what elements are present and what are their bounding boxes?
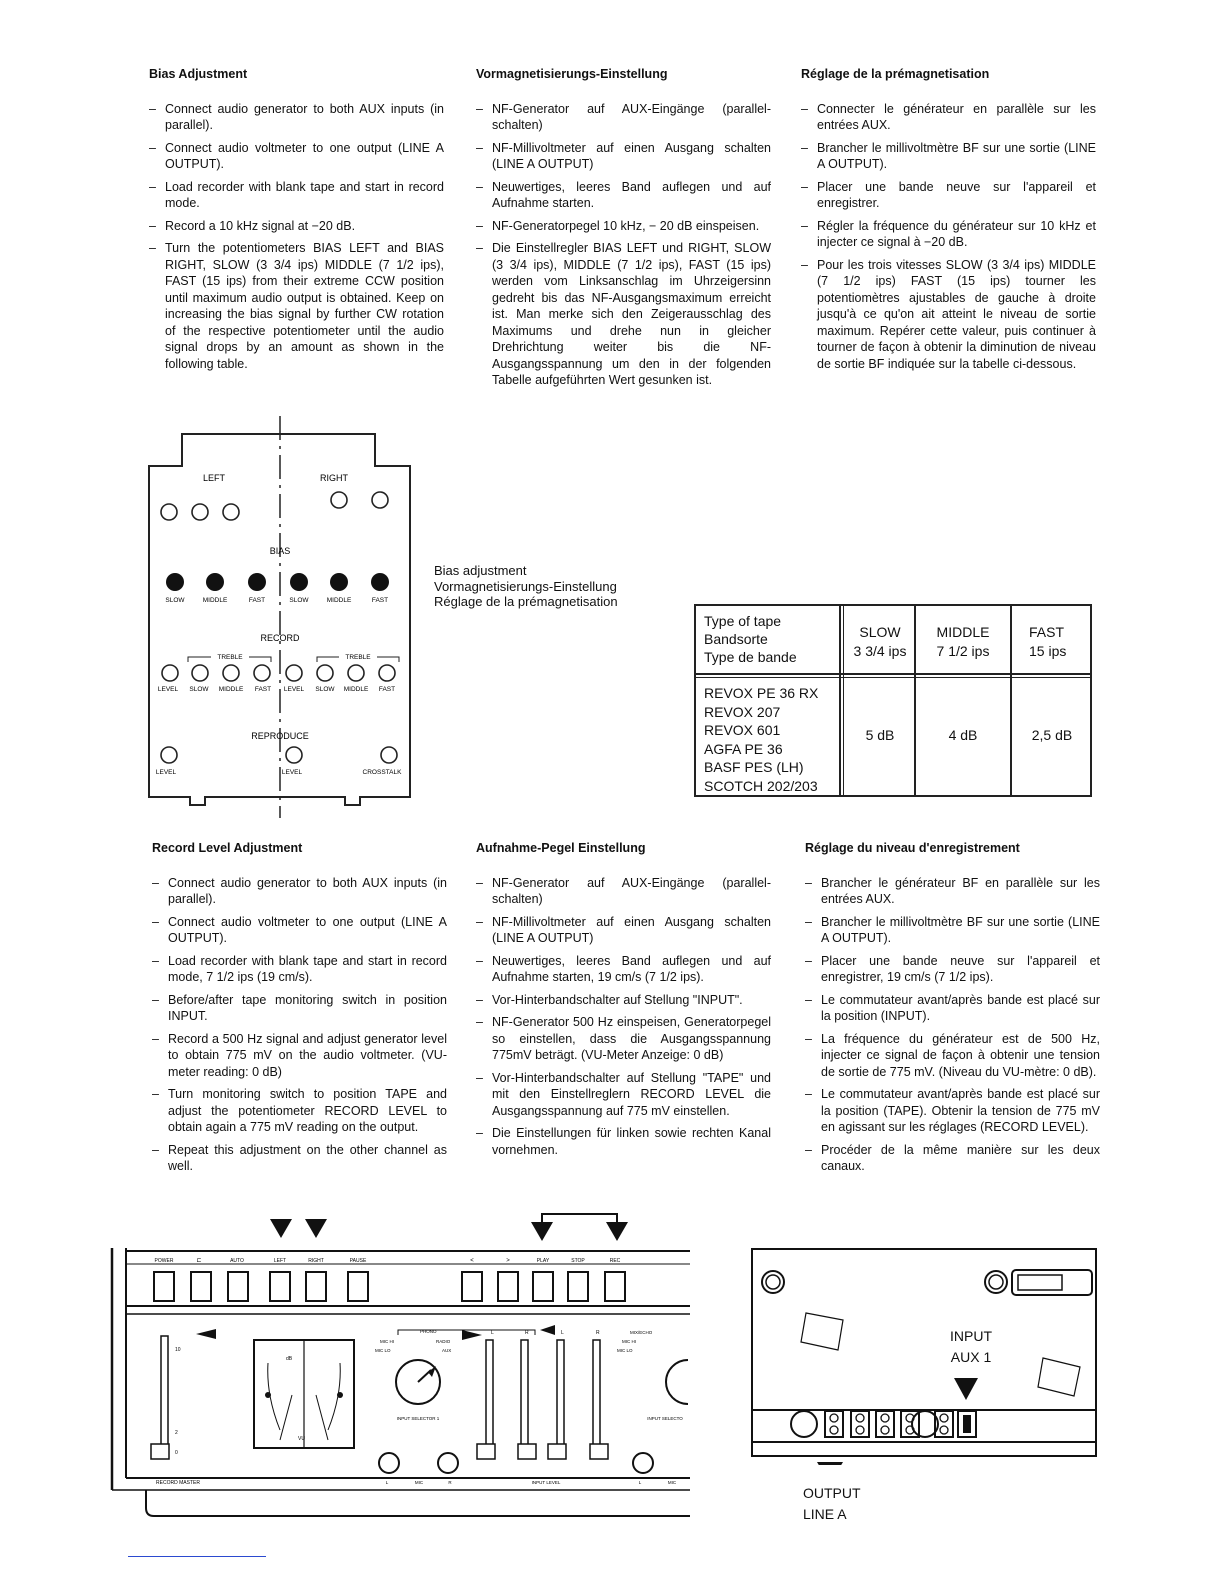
button-label: ⊏ bbox=[196, 1258, 202, 1264]
phono-label: PHONO bbox=[420, 1329, 437, 1334]
fast-value: 2,5 dB bbox=[1031, 727, 1073, 743]
list-item: – Vor-Hinterbandschalter auf Stellung "TAPE" und mit den Einstellreglern RECORD LEVEL die Ausgangsspannung auf 775 mV einstellen. bbox=[476, 1070, 771, 1120]
mic-lo-label: MIC LO bbox=[617, 1348, 633, 1353]
speed-name: FAST bbox=[1029, 624, 1065, 640]
fast-label: FAST bbox=[254, 686, 272, 693]
pause-button[interactable] bbox=[348, 1272, 368, 1301]
button-label: STOP bbox=[571, 1258, 585, 1264]
aux1-label: AUX 1 bbox=[950, 1349, 992, 1365]
arrow-down-icon bbox=[305, 1219, 327, 1238]
button-label: REC bbox=[609, 1258, 621, 1264]
mix-echo-label: MIX/ECHO bbox=[630, 1330, 653, 1335]
tape-row: REVOX 207 bbox=[704, 703, 781, 720]
l-label: L bbox=[561, 1330, 564, 1336]
bias-middle-left-pot-icon[interactable] bbox=[206, 573, 224, 591]
hole-icon bbox=[223, 504, 239, 520]
level-label: LEVEL bbox=[157, 686, 179, 693]
right-button[interactable] bbox=[306, 1272, 326, 1301]
list-item: – NF-Generator auf AUX-Eingänge (parallel-schalten) bbox=[476, 875, 771, 908]
mic-label: MIC bbox=[667, 1480, 677, 1485]
list-item: – Connect audio voltmeter to one output (LINE A OUTPUT). bbox=[149, 140, 444, 173]
bias-column-fr bbox=[801, 66, 1096, 378]
caption-fr: Réglage de la prémagnetisation bbox=[434, 594, 618, 609]
list-item: – Brancher le millivoltmètre BF sur une sortie (LINE A OUTPUT). bbox=[801, 140, 1096, 173]
mic-lo-label: MIC LO bbox=[375, 1348, 391, 1353]
reproduce-level-left-pot-icon[interactable] bbox=[161, 747, 177, 763]
tape-row: REVOX 601 bbox=[704, 722, 781, 738]
mic-hi-label: MIC HI bbox=[380, 1339, 394, 1344]
hole-icon bbox=[372, 492, 388, 508]
bias-middle-right-pot-icon[interactable] bbox=[330, 573, 348, 591]
din-socket-icon[interactable] bbox=[791, 1411, 817, 1437]
aux-label: AUX bbox=[442, 1348, 452, 1353]
level-label: LEVEL bbox=[155, 769, 177, 776]
arrow-down-icon bbox=[817, 1462, 843, 1465]
forward-button[interactable] bbox=[498, 1272, 518, 1301]
connector-slot-icon bbox=[1012, 1270, 1092, 1295]
record-level-left-pot-icon[interactable] bbox=[162, 665, 178, 681]
adjustment-panel-diagram bbox=[140, 412, 420, 822]
l-label: L bbox=[491, 1330, 494, 1336]
input-selector-2-knob[interactable] bbox=[666, 1360, 688, 1404]
record-level-column-fr bbox=[805, 840, 1100, 1181]
list-item: – Pour les trois vitesses SLOW (3 3/4 ips) MIDDLE (7 1/2 ips) FAST (15 ips) tourner les potentiomètres ajustables de gauche à droite jusqu'à ce qu'on ait atteint le niveau de sortie maximum. Repérer cette valeur, puis continuer à tourner de façon à obtenir la diminution de niveau de sortie BF indiquée sur la tabelle ci-dessous. bbox=[801, 257, 1096, 373]
figure-caption bbox=[434, 563, 618, 610]
level-label: LEVEL bbox=[283, 686, 305, 693]
panel-left-label: LEFT bbox=[202, 473, 226, 483]
bias-title-de: Vormagnetisierungs-Einstellung bbox=[476, 67, 668, 81]
list-item: – Die Einstellungen für linken sowie rechten Kanal vornehmen. bbox=[476, 1125, 771, 1158]
slow-label: SLOW bbox=[289, 597, 309, 604]
list-item: – NF-Millivoltmeter auf einen Ausgang schalten (LINE A OUTPUT) bbox=[476, 914, 771, 947]
list-item: – Placer une bande neuve sur l'appareil et enregistrer, 19 cm/s (7 1/2 ips). bbox=[805, 953, 1100, 986]
list-item: – Repeat this adjustment on the other channel as well. bbox=[152, 1142, 447, 1175]
list-item: – Connect audio generator to both AUX inputs (in parallel). bbox=[149, 101, 444, 134]
button-label: PAUSE bbox=[349, 1258, 367, 1264]
list-item: – NF-Generator 500 Hz einspeisen, Generatorpegel so einstellen, dass die Ausgangsspannung 775mV beträgt. (VU-Meter Anzeige: 0 dB) bbox=[476, 1014, 771, 1064]
db-label: dB bbox=[286, 1356, 293, 1362]
slow-label: SLOW bbox=[165, 597, 185, 604]
list-item: – Turn monitoring switch to position TAPE and adjust the potentiometer RECORD LEVEL to obtain again a 775 mV reading on the output. bbox=[152, 1086, 447, 1136]
type-header-de: Bandsorte bbox=[704, 631, 768, 647]
list-item: – Record a 500 Hz signal and adjust generator level to obtain 775 mV on the audio voltmeter. (VU-meter reading: 0 dB) bbox=[152, 1031, 447, 1081]
list-item: – Die Einstellregler BIAS LEFT und RIGHT, SLOW (3 3/4 ips), MIDDLE (7 1/2 ips), FAST (15 ips) werden vom Linksanschlag im Uhrzeigersinn gedreht bis das NF-Ausgangsmaximum erreicht ist. Man merke sich den Zeigerausschlag des Maximums und drehe nun in gleicher Drehrichtung weiter bis die NF-Ausgangsspannung um den in der folgenden Tabelle aufgeführten Wert gesunken ist. bbox=[476, 240, 771, 389]
fast-label: FAST bbox=[248, 597, 266, 604]
panel-bias-label: BIAS bbox=[269, 546, 291, 556]
record-level-title-en: Record Level Adjustment bbox=[152, 841, 303, 855]
front-panel-diagram bbox=[108, 1210, 700, 1530]
mic-hi-label: MIC HI bbox=[622, 1339, 636, 1344]
r-label: R bbox=[448, 1480, 452, 1485]
speed-ips: 7 1/2 ips bbox=[936, 643, 990, 659]
arrow-right-icon bbox=[462, 1330, 482, 1340]
button-label: RIGHT bbox=[308, 1258, 324, 1264]
record-master-fader[interactable] bbox=[151, 1444, 169, 1459]
button-label: POWER bbox=[154, 1258, 174, 1264]
type-header-fr: Type de bande bbox=[704, 649, 797, 665]
record-level-column-de bbox=[476, 840, 771, 1164]
bias-column-en bbox=[149, 66, 444, 378]
svg-text:2: 2 bbox=[175, 1430, 178, 1436]
hole-icon bbox=[192, 504, 208, 520]
l-label: L bbox=[638, 1480, 642, 1485]
button-label: LEFT bbox=[273, 1258, 287, 1264]
panel-right-label: RIGHT bbox=[320, 473, 348, 483]
reel-button[interactable] bbox=[191, 1272, 211, 1301]
list-item: – La fréquence du générateur est de 500 Hz, injecter ce signal de façon à obtenir une tension de sortie de 775 mV. (Niveau du VU-mètre: 0 dB). bbox=[805, 1031, 1100, 1081]
list-item: – Le commutateur avant/après bande est placé sur la position (TAPE). Obtenir la tension de 775 mV en agissant sur les réglages (RECORD LEVEL). bbox=[805, 1086, 1100, 1136]
list-item: – Connect audio generator to both AUX inputs (in parallel). bbox=[152, 875, 447, 908]
line-a-label: LINE A bbox=[803, 1506, 847, 1522]
bias-title-fr: Réglage de la prémagnetisation bbox=[801, 67, 990, 81]
input-label: INPUT bbox=[950, 1328, 992, 1344]
aux-input-label bbox=[930, 1326, 1012, 1368]
output-label-block bbox=[803, 1483, 861, 1525]
footer-rule bbox=[128, 1556, 266, 1557]
bias-fast-left-pot-icon[interactable] bbox=[248, 573, 266, 591]
output-label: OUTPUT bbox=[803, 1485, 861, 1501]
crosstalk-label: CROSSTALK bbox=[362, 769, 402, 776]
button-label: AUTO bbox=[230, 1258, 244, 1264]
fast-label: FAST bbox=[378, 686, 396, 693]
left-button[interactable] bbox=[270, 1272, 290, 1301]
list-item: – NF-Millivoltmeter auf einen Ausgang schalten (LINE A OUTPUT) bbox=[476, 140, 771, 173]
treble-middle-left-pot-icon[interactable] bbox=[223, 665, 239, 681]
rca-socket-icon[interactable] bbox=[876, 1411, 894, 1437]
input-selector-label: INPUT SELECTOR 1 bbox=[396, 1416, 440, 1421]
svg-text:0: 0 bbox=[175, 1450, 178, 1456]
arrow-down-icon bbox=[270, 1219, 292, 1238]
middle-label: MIDDLE bbox=[343, 686, 369, 693]
bias-column-de bbox=[476, 66, 771, 395]
bias-fast-right-pot-icon[interactable] bbox=[371, 573, 389, 591]
list-item: – Vor-Hinterbandschalter auf Stellung "INPUT". bbox=[476, 992, 771, 1009]
bias-table bbox=[694, 604, 1092, 797]
tape-row: AGFA PE 36 bbox=[704, 740, 783, 757]
treble-fast-left-pot-icon[interactable] bbox=[254, 665, 270, 681]
list-item: – Load recorder with blank tape and start in record mode. bbox=[149, 179, 444, 212]
input-selector-2-label: INPUT SELECTO bbox=[647, 1416, 683, 1421]
bias-slow-right-pot-icon[interactable] bbox=[290, 573, 308, 591]
list-item: – Neuwertiges, leeres Band auflegen und auf Aufnahme starten, 19 cm/s (7 1/2 ips). bbox=[476, 953, 771, 986]
button-label: PLAY bbox=[536, 1258, 550, 1264]
list-item: – Régler la fréquence du générateur sur 10 kHz et injecter ce signal à −20 dB. bbox=[801, 218, 1096, 251]
list-item: – Before/after tape monitoring switch in position INPUT. bbox=[152, 992, 447, 1025]
slow-label: SLOW bbox=[189, 686, 209, 693]
mic-jack-icon[interactable] bbox=[438, 1453, 458, 1473]
panel-reproduce-label: REPRODUCE bbox=[251, 731, 309, 741]
record-level-right-pot-icon[interactable] bbox=[286, 665, 302, 681]
list-item: – Turn the potentiometers BIAS LEFT and BIAS RIGHT, SLOW (3 3/4 ips) MIDDLE (7 1/2 ips), FAST (15 ips) from their extreme CCW position until maximum audio output is obtained. Keep on increasing the bias signal by further CW rotation of the respective potentiometer until the audio signal drops by an amount as shown in the following table. bbox=[149, 240, 444, 372]
middle-label: MIDDLE bbox=[218, 686, 244, 693]
mic-jack-icon[interactable] bbox=[633, 1453, 653, 1473]
list-item: – Brancher le générateur BF en parallèle sur les entrées AUX. bbox=[805, 875, 1100, 908]
slow-label: SLOW bbox=[315, 686, 335, 693]
treble-slow-right-pot-icon[interactable] bbox=[317, 665, 333, 681]
treble-label: TREBLE bbox=[345, 654, 371, 661]
list-item: – Connecter le générateur en parallèle sur les entrées AUX. bbox=[801, 101, 1096, 134]
input-level-fader[interactable] bbox=[518, 1444, 536, 1459]
list-item: – Placer une bande neuve sur l'appareil et enregistrer. bbox=[801, 179, 1096, 212]
middle-label: MIDDLE bbox=[202, 597, 228, 604]
hole-icon bbox=[331, 492, 347, 508]
list-item: – Record a 10 kHz signal at −20 dB. bbox=[149, 218, 444, 235]
list-item: – Brancher le millivoltmètre BF sur une sortie (LINE A OUTPUT). bbox=[805, 914, 1100, 947]
list-item: – Load recorder with blank tape and start in record mode, 7 1/2 ips (19 cm/s). bbox=[152, 953, 447, 986]
play-button[interactable] bbox=[533, 1272, 553, 1301]
rear-panel-diagram bbox=[745, 1245, 1101, 1465]
middle-value: 4 dB bbox=[948, 727, 978, 743]
record-level-title-de: Aufnahme-Pegel Einstellung bbox=[476, 841, 646, 855]
tape-row: REVOX PE 36 RX bbox=[704, 685, 819, 701]
caption-en: Bias adjustment bbox=[434, 563, 527, 578]
arrow-left-icon bbox=[196, 1329, 216, 1339]
slow-value: 5 dB bbox=[865, 727, 895, 743]
level-label: LEVEL bbox=[281, 769, 303, 776]
arrow-down-icon bbox=[531, 1222, 553, 1241]
rca-socket-icon[interactable] bbox=[851, 1411, 869, 1437]
type-header-en: Type of tape bbox=[704, 613, 782, 629]
label-sticker-icon bbox=[801, 1313, 843, 1350]
r-label: R bbox=[525, 1330, 529, 1336]
button-label: < bbox=[470, 1258, 474, 1264]
stop-button[interactable] bbox=[568, 1272, 588, 1301]
rec-button[interactable] bbox=[605, 1272, 625, 1301]
power-button[interactable] bbox=[154, 1272, 174, 1301]
l-label: L bbox=[385, 1480, 389, 1485]
list-item: – Procéder de la même manière sur les deux canaux. bbox=[805, 1142, 1100, 1175]
list-item: – NF-Generatorpegel 10 kHz, − 20 dB einspeisen. bbox=[476, 218, 771, 235]
caption-de: Vormagnetisierungs-Einstellung bbox=[434, 578, 617, 594]
rewind-button[interactable] bbox=[462, 1272, 482, 1301]
treble-slow-left-pot-icon[interactable] bbox=[192, 665, 208, 681]
list-item: – Neuwertiges, leeres Band auflegen und auf Aufnahme starten. bbox=[476, 179, 771, 212]
hole-icon bbox=[161, 504, 177, 520]
label-sticker-icon bbox=[1038, 1358, 1080, 1396]
record-level-title-fr: Réglage du niveau d'enregistrement bbox=[805, 841, 1020, 855]
input-level-fader[interactable] bbox=[477, 1444, 495, 1459]
tape-row: BASF PES (LH) bbox=[704, 759, 804, 775]
treble-fast-right-pot-icon[interactable] bbox=[379, 665, 395, 681]
auto-button[interactable] bbox=[228, 1272, 248, 1301]
middle-label: MIDDLE bbox=[326, 597, 352, 604]
vu-label: VU bbox=[298, 1436, 305, 1442]
panel-record-label: RECORD bbox=[260, 633, 300, 643]
crosstalk-pot-icon[interactable] bbox=[381, 747, 397, 763]
mic-jack-icon[interactable] bbox=[379, 1453, 399, 1473]
bias-slow-left-pot-icon[interactable] bbox=[166, 573, 184, 591]
r-label: R bbox=[596, 1330, 600, 1336]
list-item: – NF-Generator auf AUX-Eingänge (parallel-schalten) bbox=[476, 101, 771, 134]
arrow-down-icon bbox=[606, 1222, 628, 1241]
tape-row: SCOTCH 202/203 bbox=[704, 777, 818, 794]
reproduce-level-right-pot-icon[interactable] bbox=[286, 747, 302, 763]
button-label: > bbox=[506, 1258, 510, 1264]
svg-text:10: 10 bbox=[175, 1347, 181, 1353]
arrow-down-icon bbox=[954, 1378, 978, 1400]
speed-ips: 15 ips bbox=[1029, 643, 1067, 659]
list-item: – Connect audio voltmeter to one output (LINE A OUTPUT). bbox=[152, 914, 447, 947]
list-item: – Le commutateur avant/après bande est placé sur la position (INPUT). bbox=[805, 992, 1100, 1025]
speed-name: MIDDLE bbox=[936, 624, 990, 640]
arrow-left-icon bbox=[540, 1325, 555, 1335]
record-level-column-en bbox=[152, 840, 447, 1181]
fast-label: FAST bbox=[371, 597, 389, 604]
radio-label: RADIO bbox=[436, 1339, 451, 1344]
speed-name: SLOW bbox=[859, 624, 901, 640]
speed-ips: 3 3/4 ips bbox=[853, 643, 907, 659]
treble-middle-right-pot-icon[interactable] bbox=[348, 665, 364, 681]
input-level-fader[interactable] bbox=[548, 1444, 566, 1459]
input-level-fader[interactable] bbox=[590, 1444, 608, 1459]
output-socket-icon[interactable] bbox=[825, 1411, 843, 1437]
treble-label: TREBLE bbox=[217, 654, 243, 661]
input-level-label: INPUT LEVEL bbox=[531, 1480, 561, 1485]
mic-label: MIC bbox=[414, 1480, 424, 1485]
bias-title-en: Bias Adjustment bbox=[149, 67, 248, 81]
record-master-label: RECORD MASTER bbox=[156, 1480, 200, 1486]
